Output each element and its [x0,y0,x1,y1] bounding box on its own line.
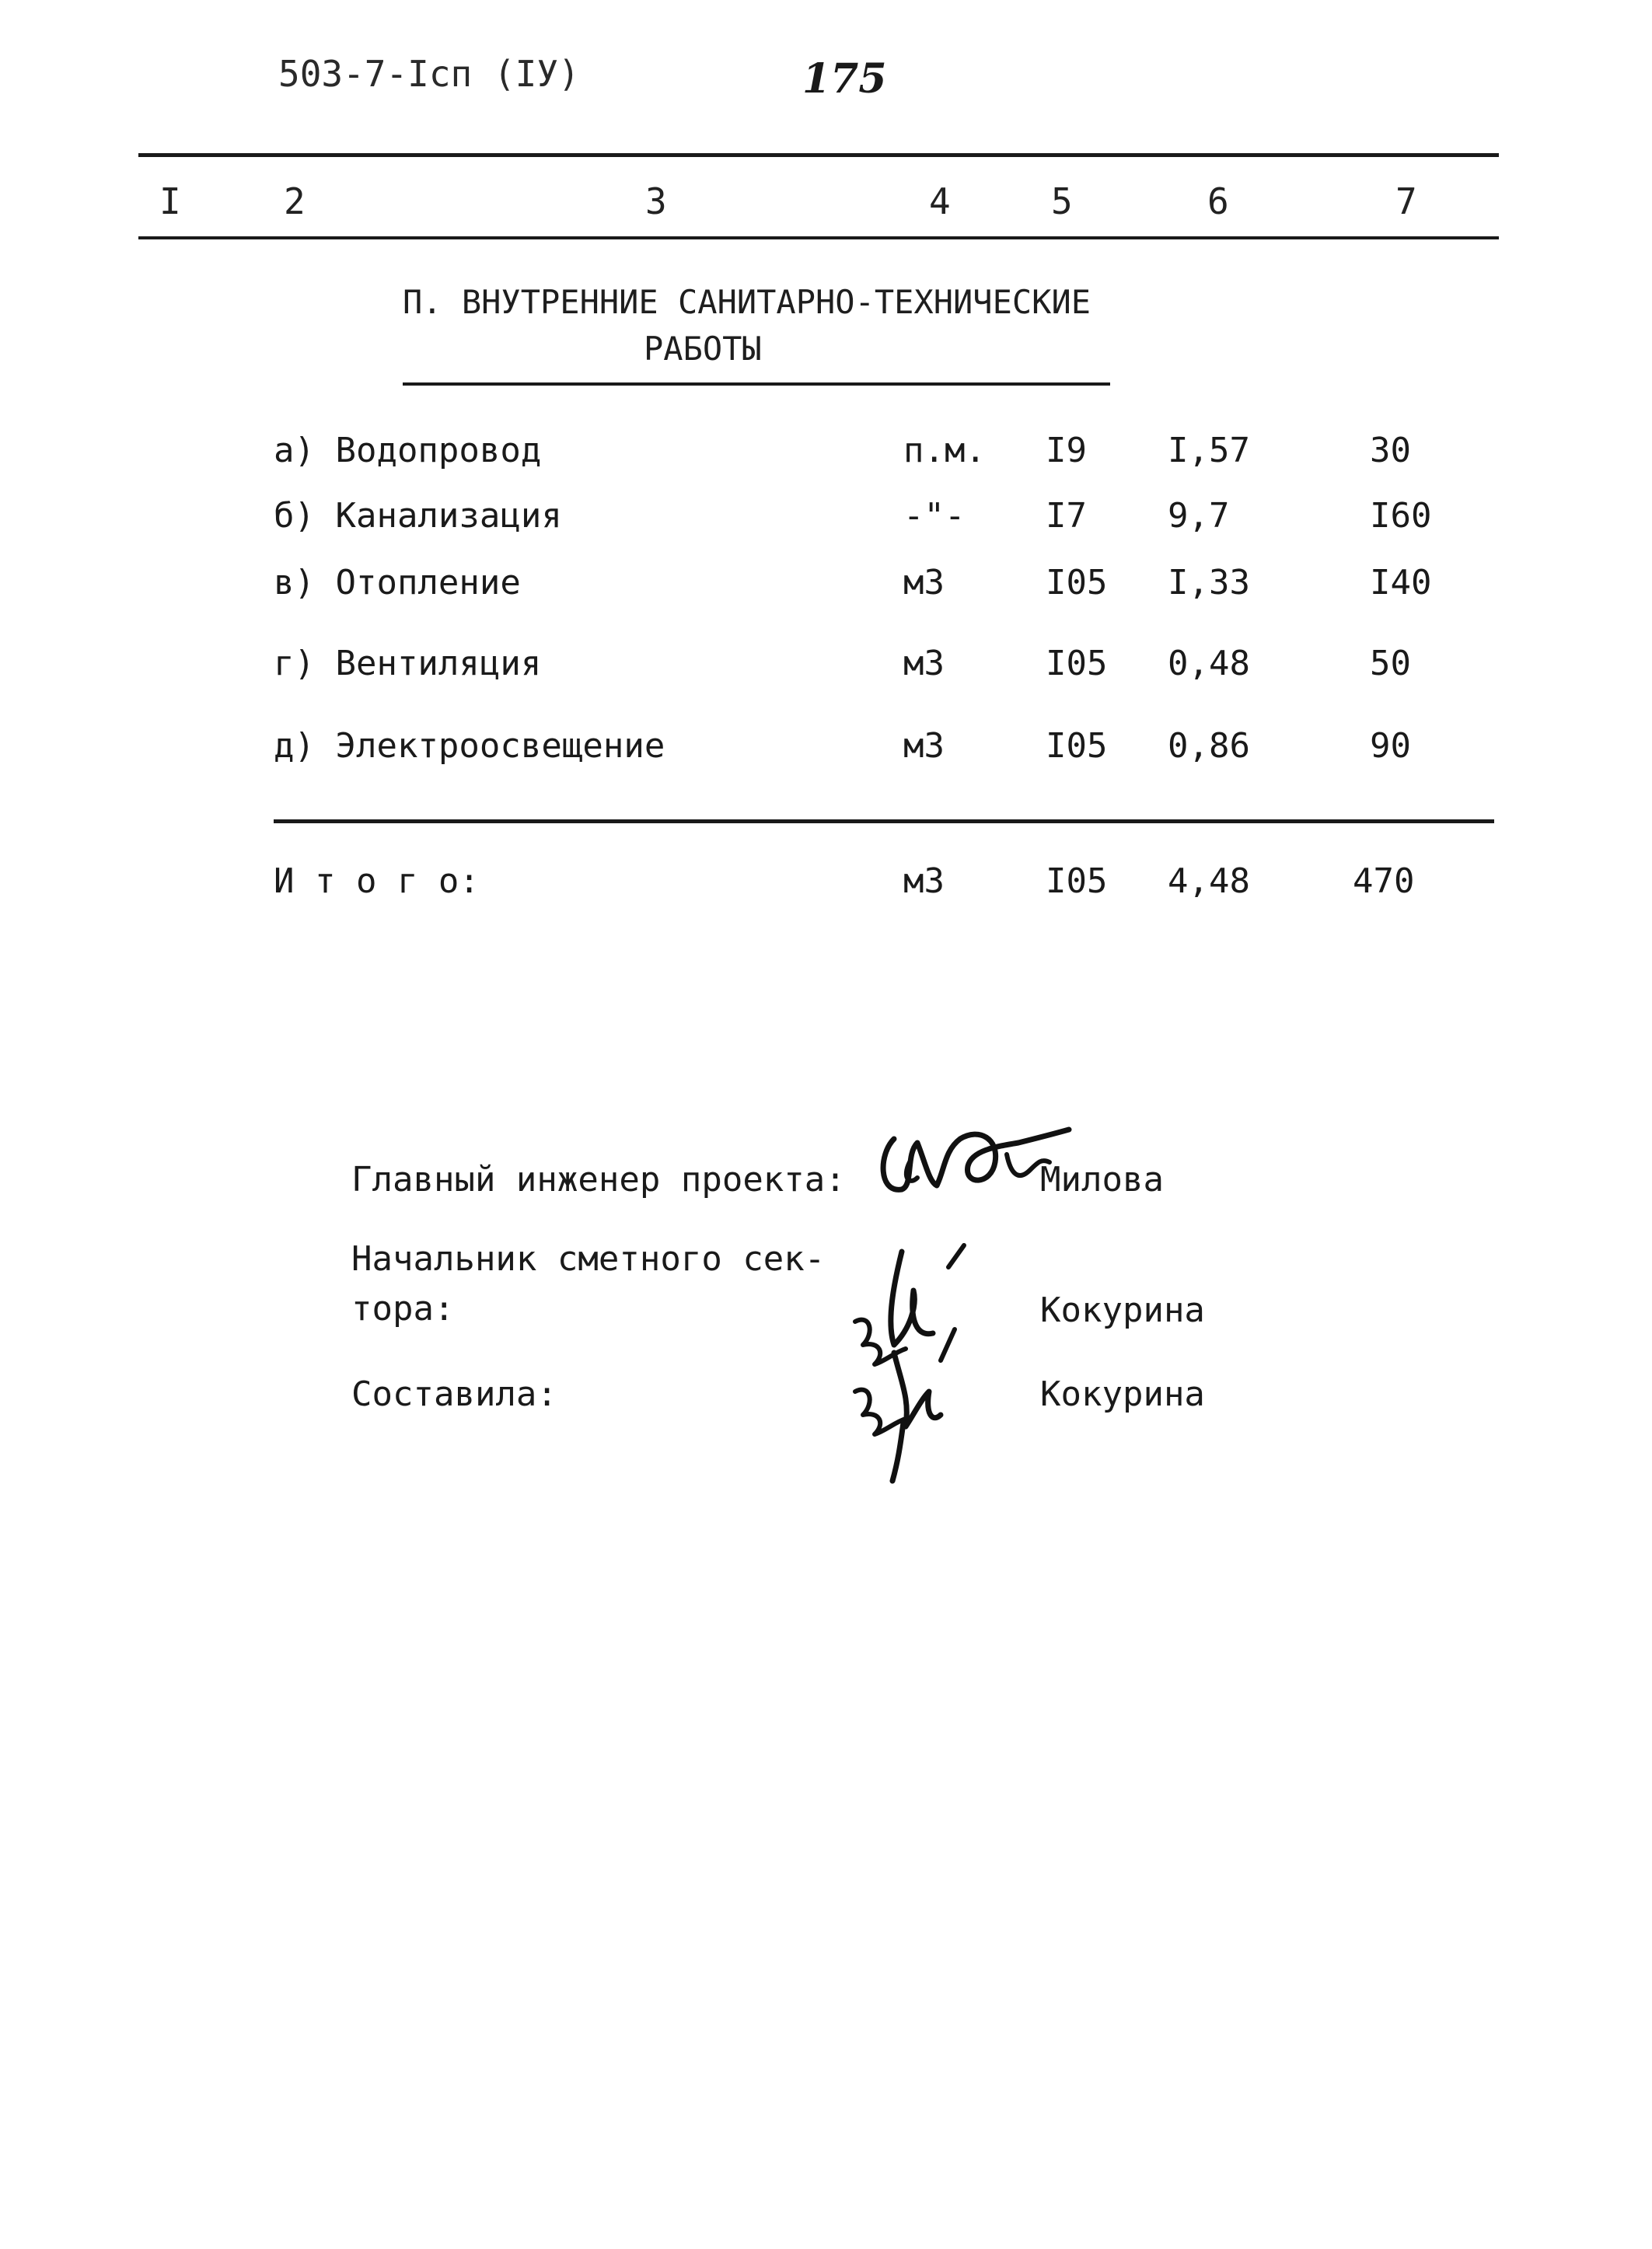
row-qty: I05 [1046,563,1108,602]
section-title-line1: П. ВНУТРЕННИЕ САНИТАРНО-ТЕХНИЧЕСКИЕ [403,283,1091,321]
column-number-2: 2 [284,180,306,222]
row-item: б) Канализация [274,496,562,536]
column-number-3: 3 [645,180,667,222]
chief-engineer-name: Милова [1040,1160,1164,1200]
section-title-underline [403,382,1110,386]
row-rate: I,57 [1168,431,1250,470]
row-rate: 0,86 [1168,726,1250,766]
total-qty: I05 [1046,861,1108,901]
column-number-5: 5 [1051,180,1073,222]
row-qty: I05 [1046,644,1108,683]
row-unit: п.м. [903,431,986,470]
table-top-rule [138,153,1499,157]
row-rate: I,33 [1168,563,1250,602]
estimate-sector-head-signature [840,1236,980,1485]
row-item: а) Водопровод [274,431,542,470]
column-number-4: 4 [929,180,951,222]
row-unit: м3 [903,644,945,683]
compiler-name: Кокурина [1040,1374,1205,1414]
row-item: в) Отопление [274,563,521,602]
total-unit: м3 [903,861,945,901]
row-rate: 0,48 [1168,644,1250,683]
row-qty: I9 [1046,431,1087,470]
row-cost: 50 [1370,644,1411,683]
total-cost: 470 [1353,861,1415,901]
chief-engineer-label: Главный инженер проекта: [351,1160,846,1200]
page-number: 175 [802,55,887,103]
row-unit: м3 [903,726,945,766]
document-code: 503-7-Iсп (IУ) [278,53,580,95]
row-unit: м3 [903,563,945,602]
row-cost: I60 [1370,496,1432,536]
column-number-6: 6 [1207,180,1229,222]
column-header-rule [138,236,1499,239]
total-label: И т о г о: [274,861,480,901]
row-item: г) Вентиляция [274,644,542,683]
row-qty: I05 [1046,726,1108,766]
column-number-1: I [159,180,181,222]
estimate-sector-head-name: Кокурина [1040,1290,1205,1330]
row-unit: -"- [903,496,966,536]
row-rate: 9,7 [1168,496,1230,536]
row-cost: I40 [1370,563,1432,602]
compiler-label: Составила: [351,1374,557,1414]
estimate-sector-head-label-line2: тора: [351,1289,455,1329]
column-number-7: 7 [1395,180,1417,222]
estimate-sector-head-label-line1: Начальник сметного сек- [351,1239,826,1279]
row-item: д) Электроосвещение [274,726,665,766]
total-rate: 4,48 [1168,861,1250,901]
total-rule [274,819,1494,823]
row-cost: 30 [1370,431,1411,470]
row-cost: 90 [1370,726,1411,766]
row-qty: I7 [1046,496,1087,536]
section-title-line2: РАБОТЫ [644,330,762,368]
